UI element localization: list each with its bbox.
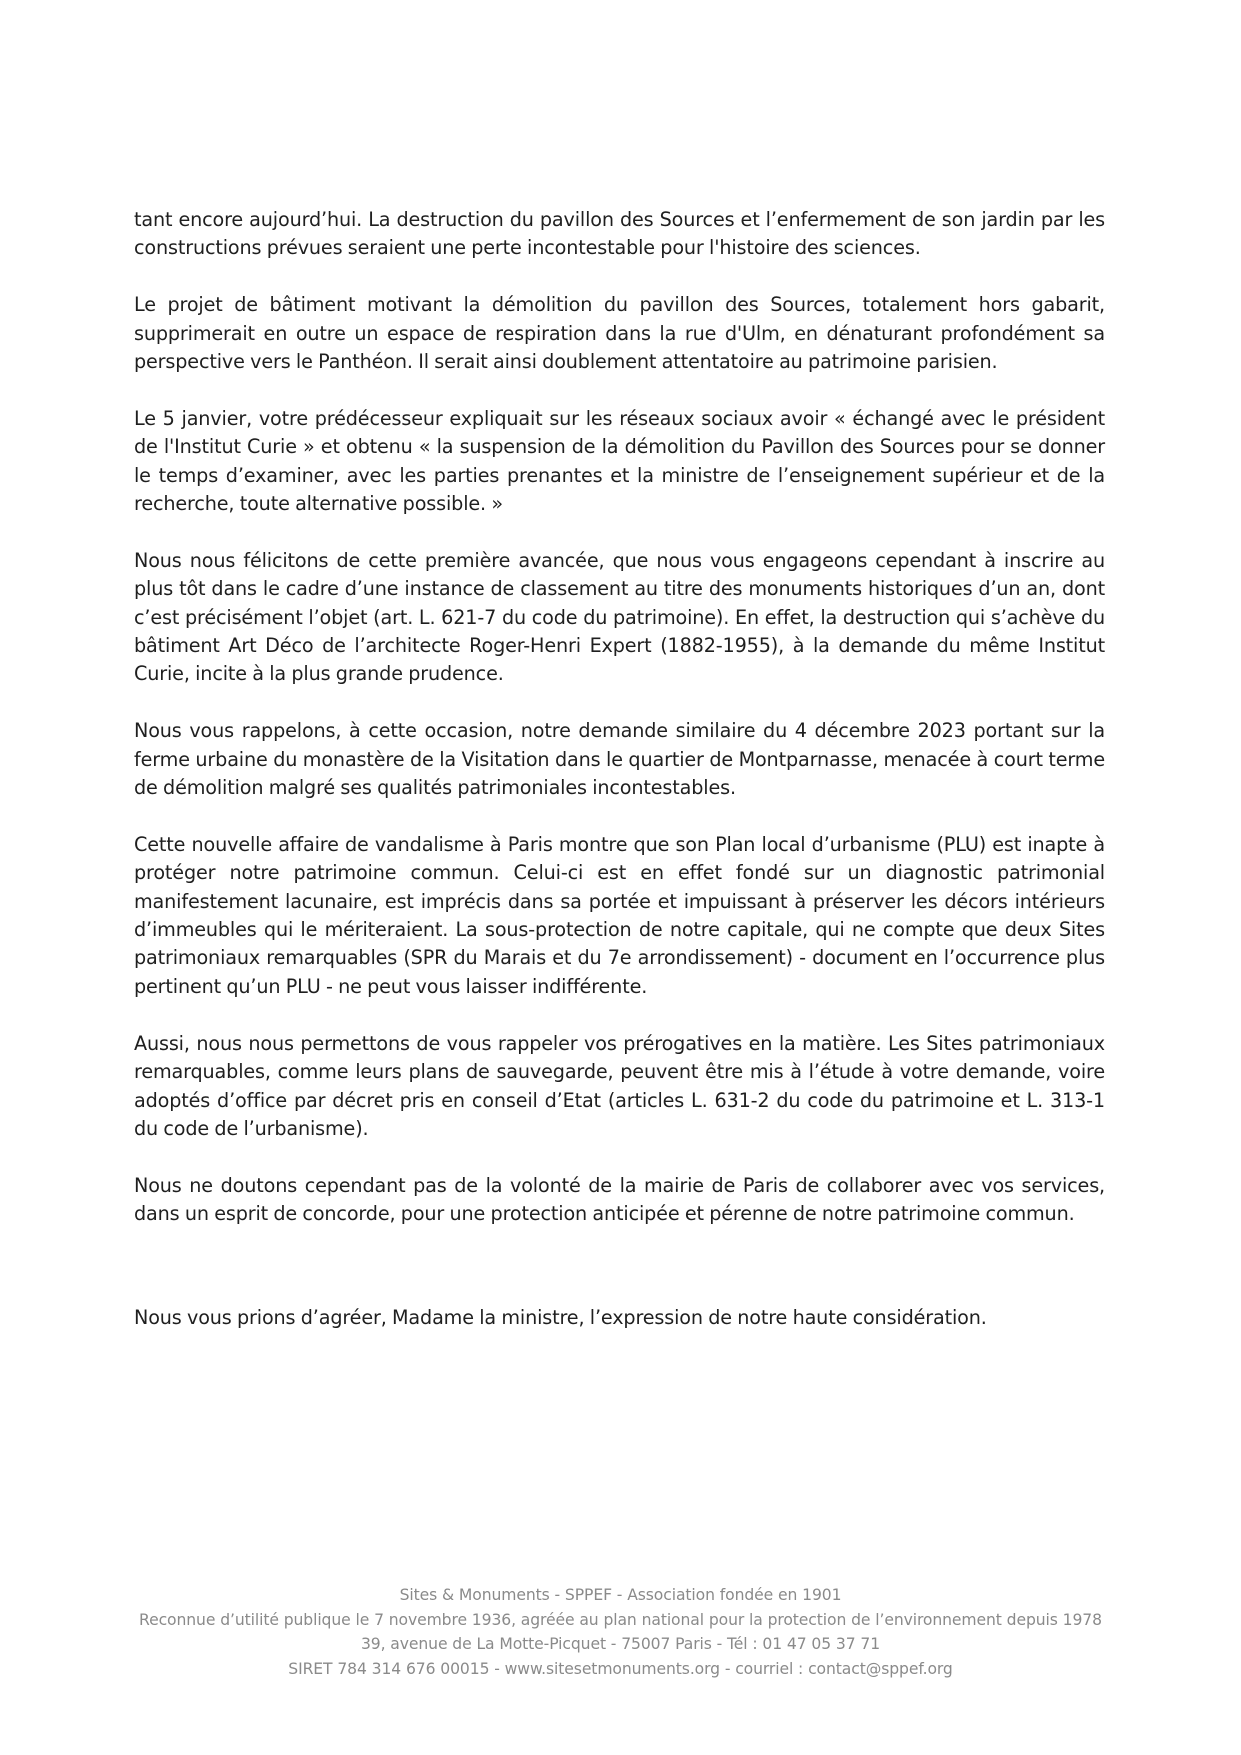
paragraph-3: Le 5 janvier, votre prédécesseur expliquait sur les réseaux sociaux avoir « échangé avec le président de l'Institut Curie » et obtenu « la suspension de la démolition du Pavillon des Sources pour se donner le temps d’examiner, avec les parties prenantes et la ministre de l’enseignement supérieur et de la recherche, toute alternative possible. » — [134, 406, 1105, 516]
letter-body — [134, 206, 1105, 1257]
footer-address: 39, avenue de La Motte-Picquet - 75007 Paris - Tél : 01 47 05 37 71 — [360, 1635, 881, 1654]
letterhead-footer — [0, 1583, 1241, 1681]
paragraph-8: Nous ne doutons cependant pas de la volonté de la mairie de Paris de collaborer avec vos services, dans un esprit de concorde, pour une protection anticipée et pérenne de notre patrimoine commun. — [134, 1173, 1105, 1226]
paragraph-6: Cette nouvelle affaire de vandalisme à Paris montre que son Plan local d’urbanisme (PLU) est inapte à protéger notre patrimoine commun. Celui-ci est en effet fondé sur un diagnostic patrimonial manifestement lacunaire, est imprécis dans sa portée et impuissant à préserver les décors intérieurs d’immeubles qui le mériteraient. La sous-protection de notre capitale, qui ne compte que deux Sites patrimoniaux remarquables (SPR du Marais et du 7e arrondissement) - document en l’occurrence plus pertinent qu’un PLU - ne peut vous laisser indifférente. — [134, 832, 1105, 998]
paragraph-5: Nous vous rappelons, à cette occasion, notre demande similaire du 4 décembre 2023 portant sur la ferme urbaine du monastère de la Visitation dans le quartier de Montparnasse, menacée à court terme de démolition malgré ses qualités patrimoniales incontestables. — [134, 719, 1105, 800]
closing-formula: Nous vous prions d’agréer, Madame la ministre, l’expression de notre haute considération. — [134, 1306, 987, 1329]
paragraph-2: Le projet de bâtiment motivant la démolition du pavillon des Sources, totalement hors gabarit, supprimerait en outre un espace de respiration dans la rue d'Ulm, en dénaturant profondément sa perspective vers le Panthéon. Il serait ainsi doublement attentatoire au patrimoine parisien. — [134, 293, 1105, 374]
footer-recognition: Reconnue d’utilité publique le 7 novembre 1936, agréée au plan national pour la protection de l’environnement depuis 1978 — [139, 1610, 1102, 1629]
paragraph-7: Aussi, nous nous permettons de vous rappeler vos prérogatives en la matière. Les Sites patrimoniaux remarquables, comme leurs plans de sauvegarde, peuvent être mis à l’étude à votre demande, voire adoptés d’office par décret pris en conseil d’Etat (articles L. 631-2 du code du patrimoine et L. 313-1 du code de l’urbanisme). — [134, 1031, 1105, 1140]
footer-contact: SIRET 784 314 676 00015 - www.sitesetmonuments.org - courriel : contact@sppef.org — [288, 1659, 953, 1678]
paragraph-4: Nous nous félicitons de cette première avancée, que nous vous engageons cependant à inscrire au plus tôt dans le cadre d’une instance de classement au titre des monuments historiques d’un an, dont c’est précisément l’objet (art. L. 621-7 du code du patrimoine). En effet, la destruction qui s’achève du bâtiment Art Déco de l’architecte Roger-Henri Expert (1882-1955), à la demande du même Institut Curie, incite à la plus grande prudence. — [134, 548, 1105, 686]
paragraph-1: tant encore aujourd’hui. La destruction du pavillon des Sources et l’enfermement de son jardin par les constructions prévues seraient une perte incontestable pour l'histoire des sciences. — [134, 208, 1105, 260]
footer-organization: Sites & Monuments - SPPEF - Association fondée en 1901 — [399, 1586, 842, 1604]
